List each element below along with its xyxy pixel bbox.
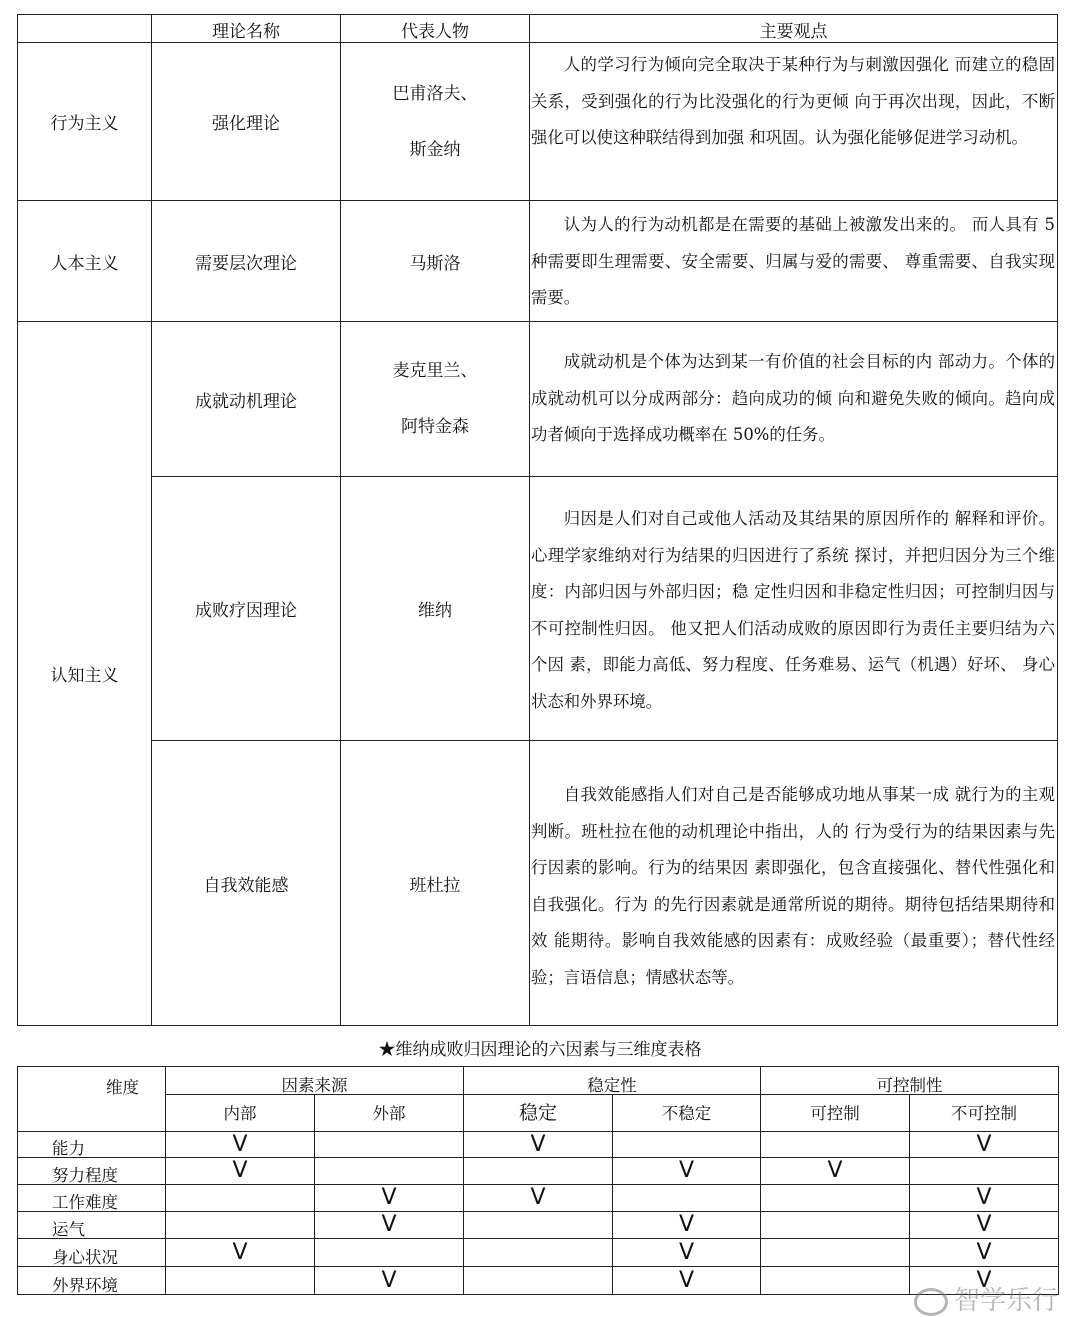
factor-label: 身心状况 [18,1239,166,1267]
empty-cell [166,1185,315,1212]
check-mark: V [232,1239,248,1265]
check-mark-cell [315,1212,464,1239]
empty-cell [761,1185,910,1212]
weibo-logo-icon [914,1288,948,1316]
theory-table [17,14,1058,1026]
attribution-subheader [18,1095,1059,1132]
empty-cell [761,1267,910,1295]
check-mark-cell [910,1185,1059,1212]
theory-name-cell: 强化理论 [152,43,341,201]
check-mark: V [827,1158,843,1183]
factor-label: 外界环境 [18,1267,166,1295]
watermark-text: 智学乐行 [953,1286,1058,1316]
empty-cell [761,1239,910,1267]
people-cell [341,477,530,741]
main-view-cell: 自我效能感指人们对自己是否能够成功地从事某一成 就行为的主观判断。班杜拉在他的动机理论中指出，人的 行为受行为的结果因素与先行因素的影响。行为的结果因 素即强化，包含直接强化、替代性强化和自我强化。行为 的先行因素就是通常所说的期待。期待包括结果期待和效 能期待。影响自我效能感的因素有：成败经验（最重要）；替代性经验；言语信息；情感状态等。 [530,741,1058,1026]
check-mark-cell [613,1267,761,1295]
empty-cell [613,1132,761,1158]
main-view-cell: 成就动机是个体为达到某一有价值的社会目标的内 部动力。个体的成就动机可以分成两部分：趋向成功的倾 向和避免失败的倾向。趋向成功者倾向于选择成功概率在 50%的任务。 [530,322,1058,477]
check-mark: V [232,1158,248,1183]
check-mark: V [678,1212,695,1237]
factor-label: 运气 [18,1212,166,1239]
check-mark-cell [613,1158,761,1185]
check-mark: V [976,1239,992,1265]
factor-row [18,1158,1059,1185]
person-name: 巴甫洛夫、 [392,83,478,104]
attribution-group-header [18,1067,1059,1095]
check-mark-cell [464,1132,613,1158]
subheader-uncontrollable: 不可控制 [910,1095,1059,1132]
check-mark: V [976,1185,992,1210]
subheader-stable: 稳定 [464,1095,613,1132]
check-mark-cell [166,1158,315,1185]
dimension-header: 维度 [18,1067,166,1132]
subheader-external: 外部 [315,1095,464,1132]
empty-cell [166,1267,315,1295]
table-row [18,741,1058,1026]
person-name: 维纳 [418,601,452,621]
table-row [18,322,1058,477]
check-mark: V [678,1158,695,1183]
factor-row [18,1185,1059,1212]
main-view-cell: 归因是人们对自己或他人活动及其结果的原因所作的 解释和评价。心理学家维纳对行为结果的归因进行了系统 探讨，并把归因分为三个维度：内部归因与外部归因；稳 定性归因和非稳定性归因；可控制归因与不可控制性归因。 他又把人们活动成败的原因即行为责任主要归结为六个因 素，即能力高低、努力程度、任务难易、运气（机遇）好坏、 身心状态和外界环境。 [530,477,1058,741]
empty-cell [910,1158,1059,1185]
person-name: 斯金纳 [409,139,461,160]
attribution-table [17,1066,1059,1295]
header-representative: 代表人物 [341,15,530,43]
empty-cell [315,1158,464,1185]
check-mark: V [976,1267,992,1293]
factor-row [18,1267,1059,1295]
subheader-unstable: 不稳定 [613,1095,761,1132]
people-cell [341,741,530,1026]
check-mark: V [678,1239,695,1265]
check-mark-cell [761,1158,910,1185]
check-mark-cell [464,1185,613,1212]
check-mark: V [530,1185,546,1210]
factor-label: 能力 [18,1132,166,1158]
check-mark: V [678,1267,695,1293]
header-theory-name: 理论名称 [152,15,341,43]
factor-row [18,1132,1059,1158]
factor-label: 努力程度 [18,1158,166,1185]
category-cell: 人本主义 [18,201,152,322]
group-header-source: 因素来源 [166,1067,464,1095]
people-cell [341,322,530,477]
category-cell: 认知主义 [18,322,152,1026]
subheader-controllable: 可控制 [761,1095,910,1132]
empty-cell [464,1158,613,1185]
table-row [18,43,1058,201]
watermark [914,1280,1058,1317]
check-mark-cell [315,1267,464,1295]
check-mark: V [381,1267,397,1293]
factor-label: 工作难度 [18,1185,166,1212]
theory-name-cell: 需要层次理论 [152,201,341,322]
main-view-cell: 认为人的行为动机都是在需要的基础上被激发出来的。 而人具有 5 种需要即生理需要、安全需要、归属与爱的需要、 尊重需要、自我实现需要。 [530,201,1058,322]
check-mark-cell [166,1132,315,1158]
empty-cell [613,1185,761,1212]
empty-cell [761,1212,910,1239]
empty-cell [166,1212,315,1239]
people-cell [341,201,530,322]
check-mark: V [976,1212,992,1237]
check-mark-cell [910,1239,1059,1267]
category-cell: 行为主义 [18,43,152,201]
group-header-stability: 稳定性 [464,1067,761,1095]
theory-name-cell: 成败疗因理论 [152,477,341,741]
check-mark: V [232,1131,248,1157]
empty-cell [464,1239,613,1267]
check-mark: V [381,1212,397,1237]
factor-row [18,1239,1059,1267]
check-mark-cell [910,1212,1059,1239]
empty-cell [315,1239,464,1267]
person-name: 马斯洛 [409,253,461,274]
table-caption: ★维纳成败归因理论的六因素与三维度表格 [378,1040,702,1060]
factor-row [18,1212,1059,1239]
person-name: 麦克里兰、 [392,361,478,381]
people-cell [341,43,530,201]
header-main-view: 主要观点 [530,15,1058,43]
group-header-controllability: 可控制性 [761,1067,1059,1095]
theory-table-header [18,15,1058,43]
check-mark-cell [613,1212,761,1239]
subheader-internal: 内部 [166,1095,315,1132]
check-mark: V [976,1131,992,1157]
check-mark-cell [613,1239,761,1267]
check-mark: V [381,1185,397,1210]
main-view-cell: 人的学习行为倾向完全取决于某种行为与刺激因强化 而建立的稳固关系，受到强化的行为比没强化的行为更倾 向于再次出现，因此，不断强化可以使这种联结得到加强 和巩固。认为强化能够促进学习动机。 [530,43,1058,201]
empty-cell [464,1267,613,1295]
empty-cell [315,1132,464,1158]
check-mark: V [530,1131,546,1157]
check-mark-cell [910,1132,1059,1158]
empty-cell [761,1132,910,1158]
factor-rows [18,1132,1059,1295]
table-row [18,477,1058,741]
person-name: 班杜拉 [409,875,461,896]
table-row [18,201,1058,322]
person-name: 阿特金森 [401,417,469,437]
theory-name-cell: 自我效能感 [152,741,341,1026]
empty-cell [464,1212,613,1239]
check-mark-cell [166,1239,315,1267]
header-empty [18,15,152,43]
check-mark-cell [315,1185,464,1212]
theory-name-cell: 成就动机理论 [152,322,341,477]
